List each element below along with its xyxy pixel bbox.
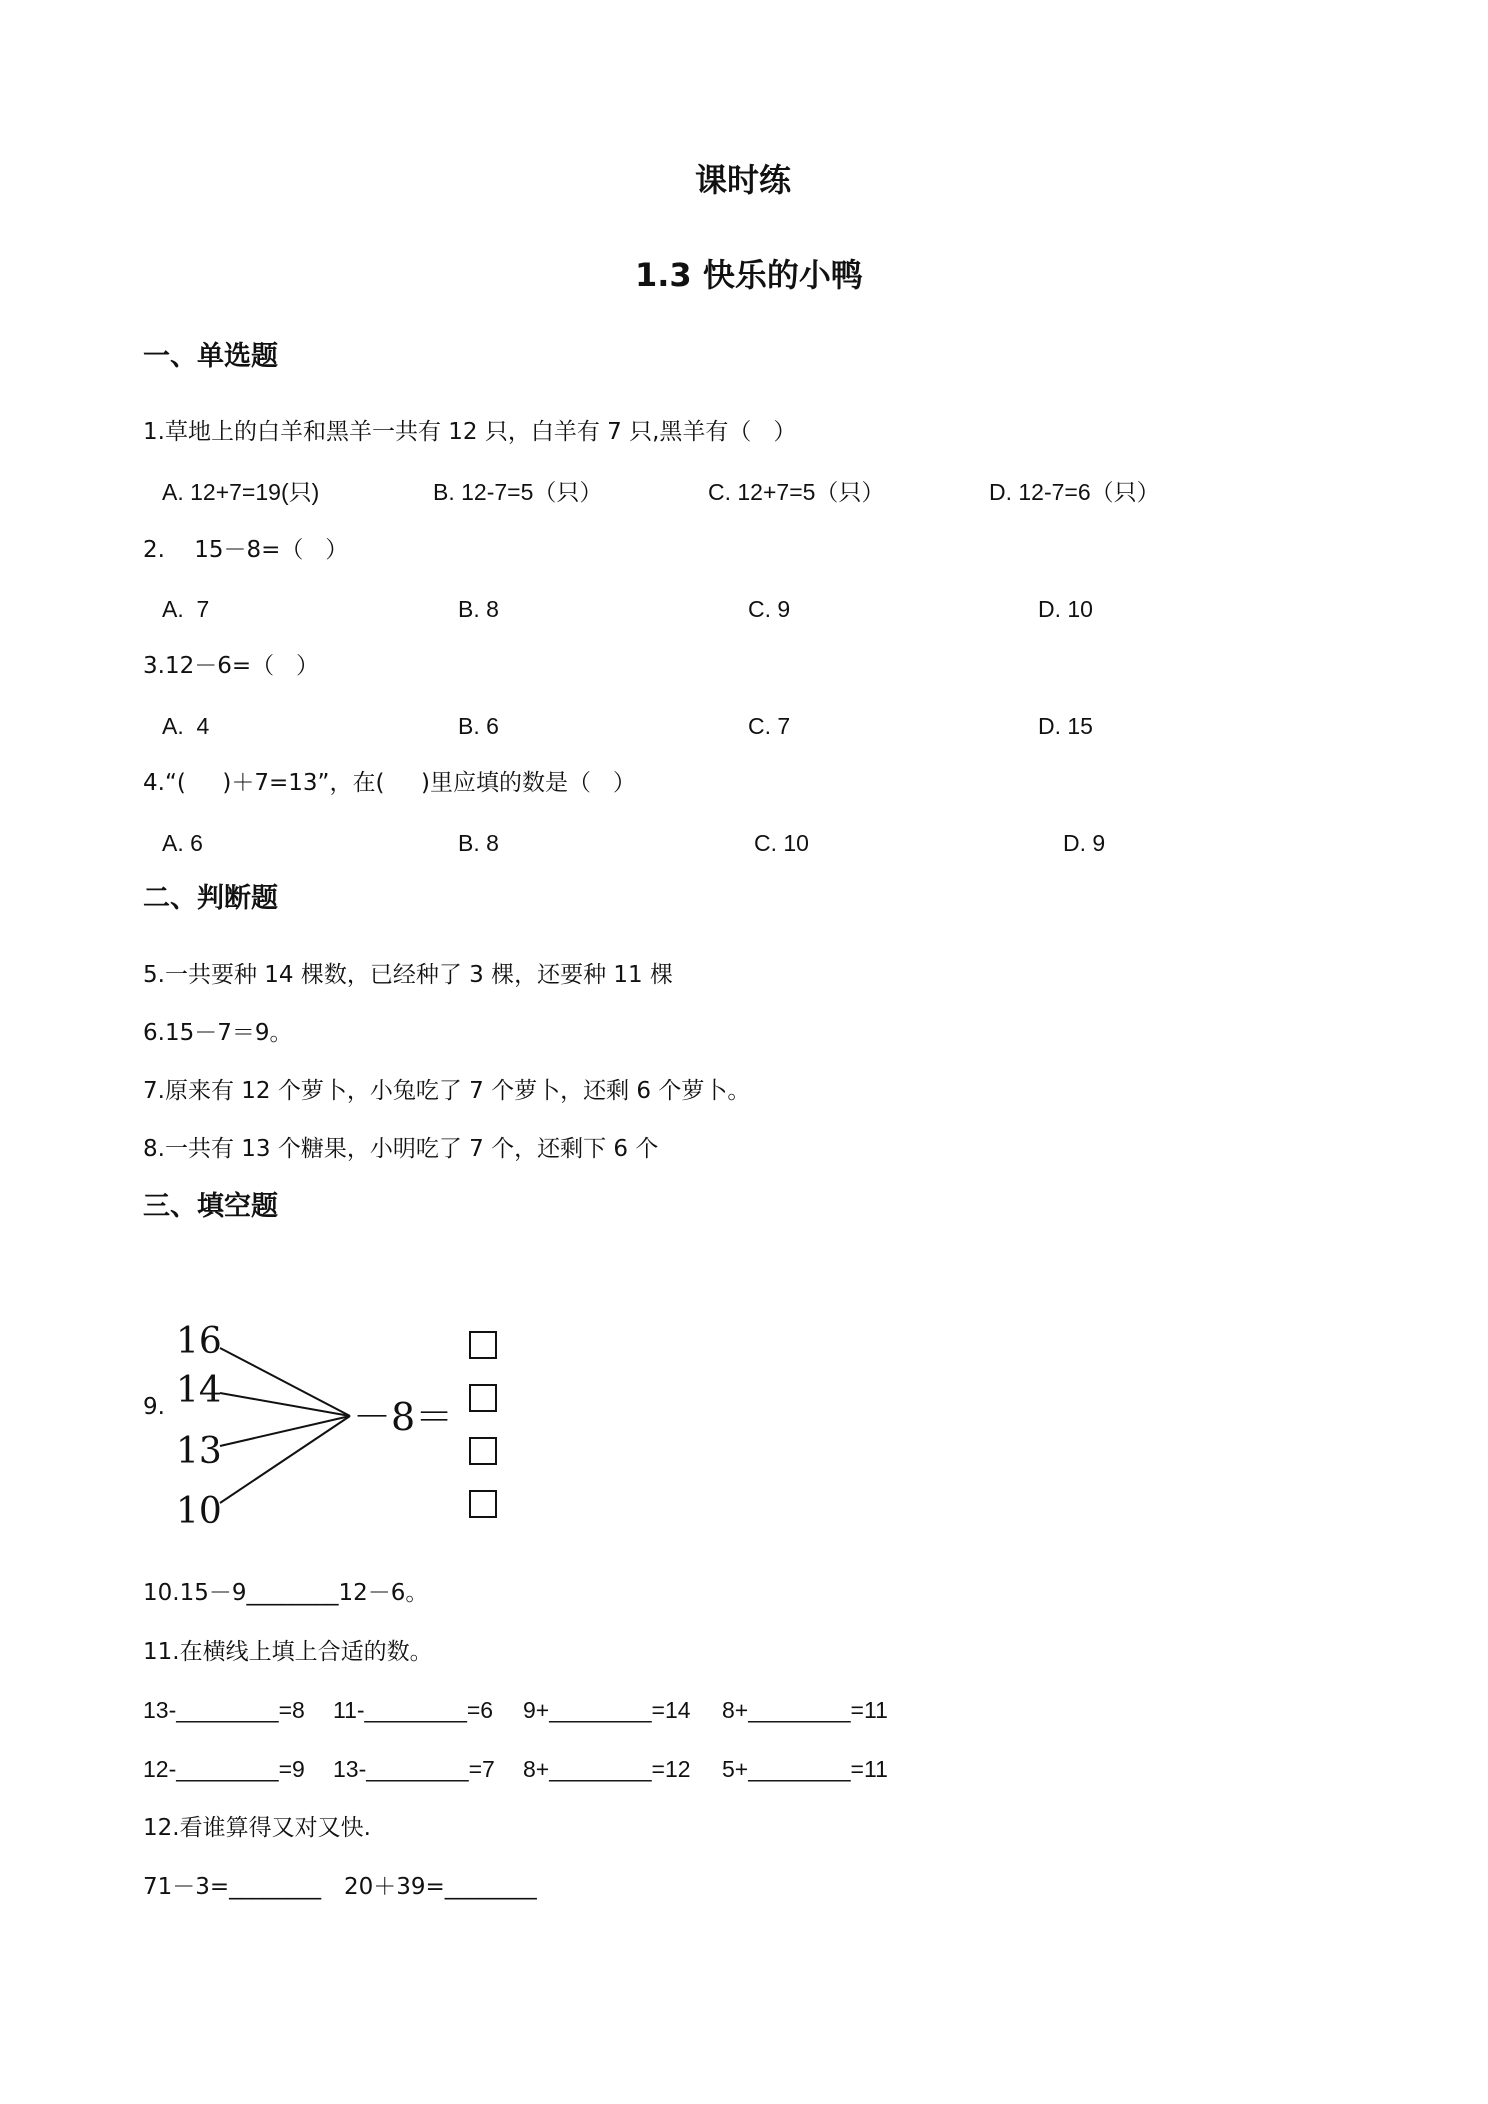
answer-box[interactable] bbox=[470, 1332, 496, 1358]
connector-line bbox=[220, 1416, 350, 1446]
question-1-text: 1.草地上的白羊和黑羊一共有 12 只，白羊有 7 只,黑羊有（ ） bbox=[143, 419, 797, 445]
question-12-item[interactable]: 20＋39=________ bbox=[344, 1874, 537, 1900]
question-3-text: 3.12－6=（ ） bbox=[143, 653, 320, 679]
question-3-option-a[interactable]: A. 4 bbox=[162, 713, 210, 739]
question-1-option-d[interactable]: D. 12-7=6（只） bbox=[989, 479, 1160, 505]
answer-box[interactable] bbox=[470, 1438, 496, 1464]
page-title: 课时练 bbox=[695, 161, 792, 199]
answer-box[interactable] bbox=[470, 1385, 496, 1411]
question-2-text: 2. 15－8=（ ） bbox=[143, 537, 349, 563]
question-2-option-d[interactable]: D. 10 bbox=[1038, 596, 1093, 622]
question-3-option-b[interactable]: B. 6 bbox=[458, 713, 499, 739]
question-2-option-c[interactable]: C. 9 bbox=[748, 596, 791, 622]
question-1-option-a[interactable]: A. 12+7=19(只) bbox=[162, 479, 320, 505]
question-11-blank[interactable]: 11-________=6 bbox=[333, 1697, 494, 1723]
question-11-blank[interactable]: 13-________=8 bbox=[143, 1697, 305, 1723]
question-3-option-d[interactable]: D. 15 bbox=[1038, 713, 1093, 739]
question-12-text: 12.看谁算得又对又快. bbox=[143, 1815, 371, 1841]
answer-box[interactable] bbox=[470, 1491, 496, 1517]
question-3-option-c[interactable]: C. 7 bbox=[748, 713, 791, 739]
question-11-blank[interactable]: 8+________=12 bbox=[523, 1756, 691, 1782]
question-1-option-b[interactable]: B. 12-7=5（只） bbox=[433, 479, 603, 505]
lesson-subtitle: 1.3 快乐的小鸭 bbox=[635, 256, 863, 294]
section-heading-single-choice: 一、单选题 bbox=[143, 341, 278, 372]
diagram-number-10: 10 bbox=[176, 1491, 222, 1532]
question-9-diagram bbox=[170, 1318, 510, 1533]
connector-line bbox=[220, 1348, 350, 1416]
question-5-text: 5.一共要种 14 棵数，已经种了 3 棵，还要种 11 棵 bbox=[143, 962, 673, 988]
diagram-operation: －8＝ bbox=[353, 1395, 454, 1439]
section-heading-true-false: 二、判断题 bbox=[143, 883, 278, 914]
diagram-number-16: 16 bbox=[176, 1321, 222, 1362]
diagram-number-13: 13 bbox=[176, 1431, 222, 1472]
question-7-text: 7.原来有 12 个萝卜，小兔吃了 7 个萝卜，还剩 6 个萝卜。 bbox=[143, 1078, 751, 1104]
question-11-blank[interactable]: 13-________=7 bbox=[333, 1756, 495, 1782]
question-11-blank[interactable]: 12-________=9 bbox=[143, 1756, 305, 1782]
question-6-text: 6.15－7＝9。 bbox=[143, 1020, 293, 1046]
question-8-text: 8.一共有 13 个糖果，小明吃了 7 个，还剩下 6 个 bbox=[143, 1136, 659, 1162]
question-1-option-c[interactable]: C. 12+7=5（只） bbox=[708, 479, 885, 505]
connector-line bbox=[220, 1416, 350, 1503]
question-4-option-a[interactable]: A. 6 bbox=[162, 830, 203, 856]
question-11-blank[interactable]: 9+________=14 bbox=[523, 1697, 691, 1723]
question-2-option-a[interactable]: A. 7 bbox=[162, 596, 210, 622]
question-11-blank[interactable]: 5+________=11 bbox=[722, 1756, 888, 1782]
question-4-text: 4.“( )＋7=13”，在( )里应填的数是（ ） bbox=[143, 770, 636, 796]
diagram-number-14: 14 bbox=[176, 1370, 222, 1411]
question-11-text: 11.在横线上填上合适的数。 bbox=[143, 1639, 433, 1665]
question-9-label: 9. bbox=[143, 1394, 165, 1420]
question-4-option-d[interactable]: D. 9 bbox=[1063, 830, 1106, 856]
question-10-text: 10.15－9________12－6。 bbox=[143, 1580, 429, 1606]
section-heading-fill-in: 三、填空题 bbox=[143, 1191, 278, 1222]
question-11-blank[interactable]: 8+________=11 bbox=[722, 1697, 888, 1723]
question-12-item[interactable]: 71－3=________ bbox=[143, 1874, 322, 1900]
question-4-option-b[interactable]: B. 8 bbox=[458, 830, 499, 856]
question-4-option-c[interactable]: C. 10 bbox=[754, 830, 809, 856]
connector-line bbox=[220, 1393, 350, 1416]
question-2-option-b[interactable]: B. 8 bbox=[458, 596, 499, 622]
